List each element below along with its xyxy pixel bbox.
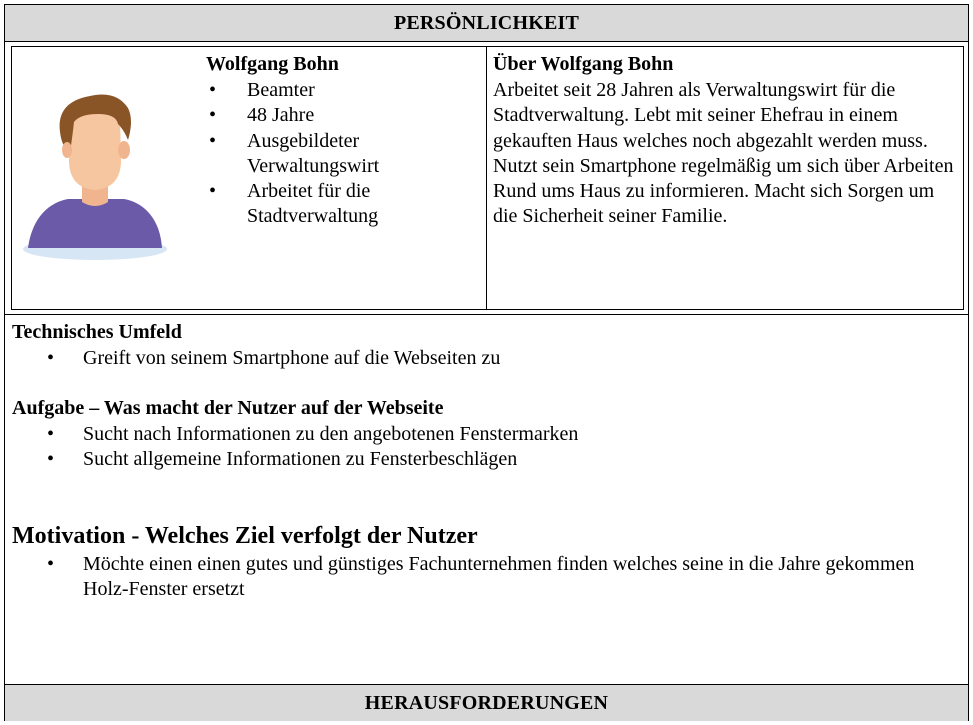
technisches-umfeld-heading: Technisches Umfeld bbox=[12, 321, 182, 343]
table-column-divider bbox=[486, 46, 487, 310]
avatar-shirt bbox=[28, 199, 162, 248]
persona-fact: • Beamter bbox=[206, 78, 466, 103]
aufgabe-heading: Aufgabe – Was macht der Nutzer auf der Webseite bbox=[12, 397, 444, 419]
section-header-herausforderungen: HERAUSFORDERUNGEN bbox=[5, 684, 968, 721]
avatar-ear-right bbox=[118, 141, 130, 159]
persona-fact: • Arbeitet für die Stadtverwaltung bbox=[206, 179, 466, 230]
list-item: • Möchte einen einen gutes und günstiges Fachunternehmen finden welches seine in die Jahre gekommen Holz-Fenster ersetzt bbox=[12, 552, 952, 603]
persona-fact: • Ausgebildeter Verwaltungswirt bbox=[206, 129, 466, 180]
technisches-umfeld-list bbox=[12, 346, 952, 371]
motivation-heading: Motivation - Welches Ziel verfolgt der Nutzer bbox=[12, 523, 478, 549]
about-text: Arbeitet seit 28 Jahren als Verwaltungswirt für die Stadtverwaltung. Lebt mit seiner Ehefrau in einem gekauften Haus welches noch abgezahlt werden muss. Nutzt sein Smartphone regelmäßig um sich über Arbeiten Rund ums Haus zu informieren. Macht sich Sorgen um die Sicherheit seiner Familie. bbox=[493, 79, 954, 228]
person-avatar-icon bbox=[20, 92, 170, 264]
about-title: Über Wolfgang Bohn bbox=[493, 53, 674, 75]
persona-facts-list bbox=[206, 78, 466, 230]
motivation-list bbox=[12, 552, 952, 603]
list-item: • Sucht nach Informationen zu den angebotenen Fenstermarken bbox=[12, 422, 952, 447]
persona-name: Wolfgang Bohn bbox=[206, 53, 339, 75]
section-divider bbox=[5, 314, 968, 315]
avatar-ear-left bbox=[62, 142, 72, 158]
persona-fact: • 48 Jahre bbox=[206, 103, 466, 128]
list-item: • Sucht allgemeine Informationen zu Fensterbeschlägen bbox=[12, 447, 952, 472]
list-item: • Greift von seinem Smartphone auf die Webseiten zu bbox=[12, 346, 952, 371]
aufgabe-list bbox=[12, 422, 952, 473]
section-header-persoenlichkeit: PERSÖNLICHKEIT bbox=[5, 5, 968, 42]
